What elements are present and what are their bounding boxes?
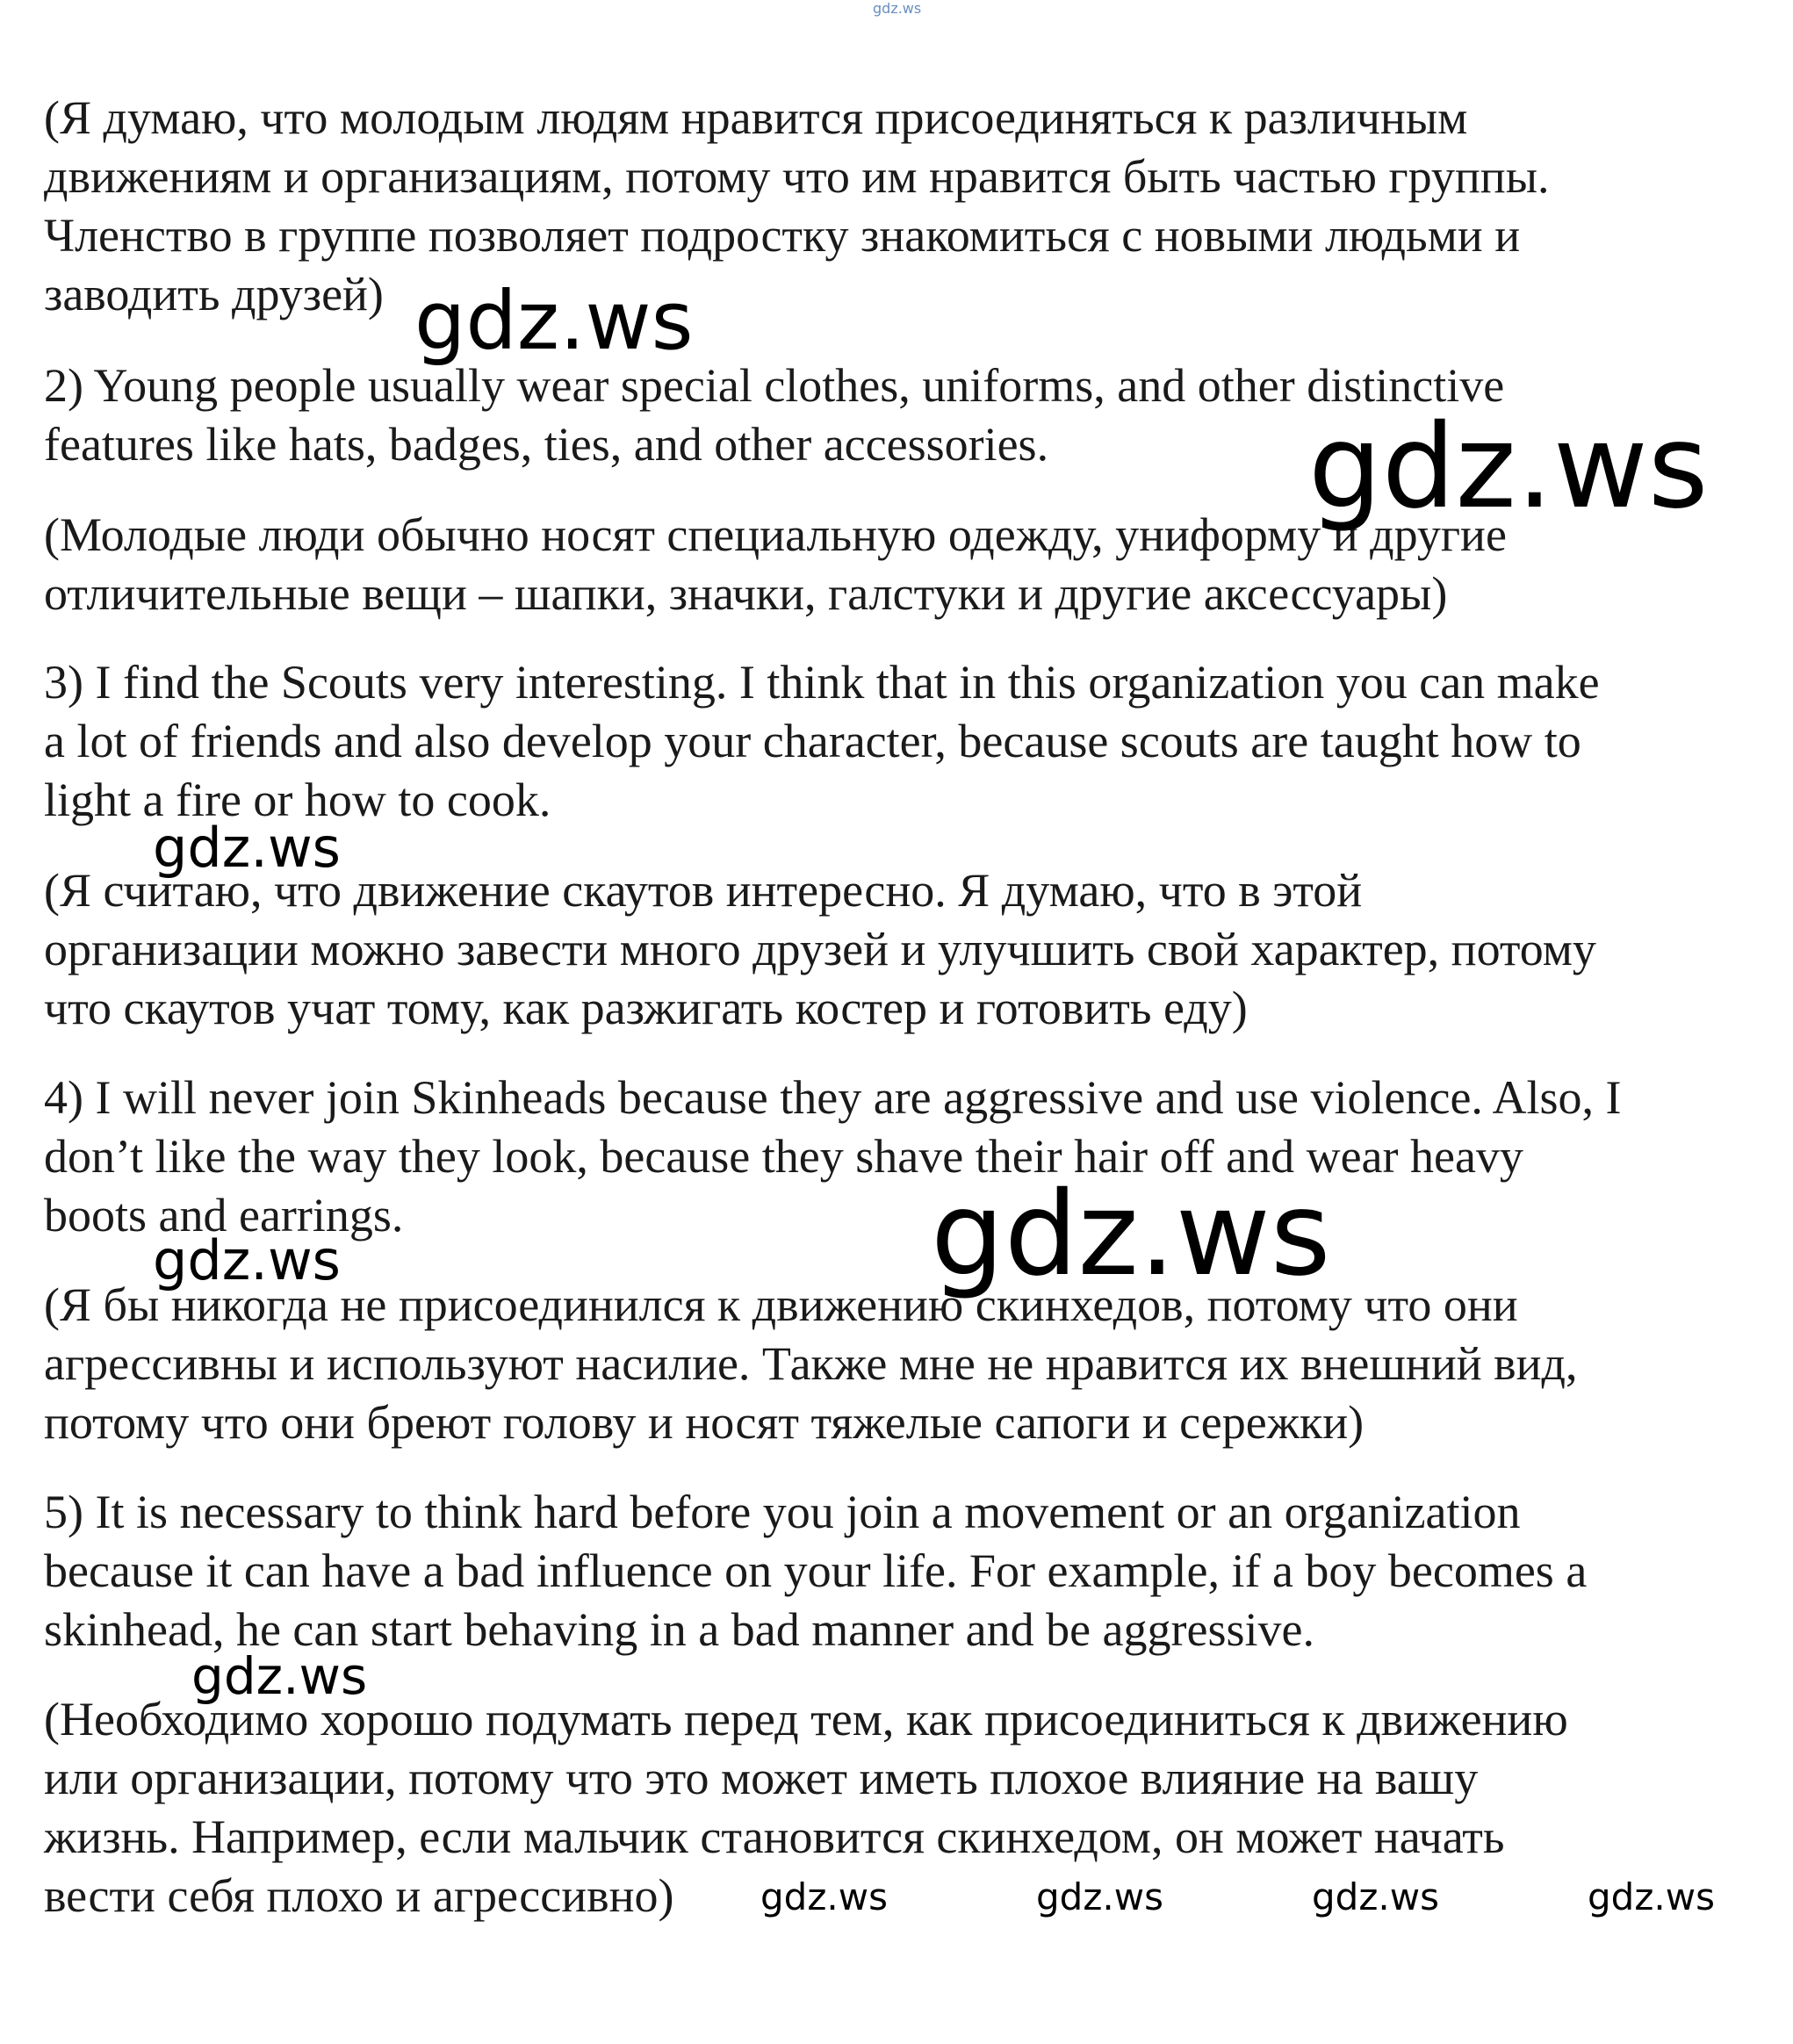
paragraph-4-ru-translation: (Я бы никогда не присоединился к движению скинхедов, потому что они агрессивны и используют насилие. Также мне не нравится их внешний вид, потому что они бреют голову и носят тяжелые сапоги и сережки): [44, 1278, 1578, 1449]
paragraph-2-ru-translation: (Молодые люди обычно носят специальную одежду, униформу и другие отличительные вещи – шапки, значки, галстуки и другие аксессуары): [44, 508, 1507, 620]
watermark-medium: gdz.ws: [191, 1646, 368, 1706]
paragraph-3-en: 3) I find the Scouts very interesting. I think that in this organization you can make a lot of friends and also develop your character, because scouts are taught how to light a fire or how to cook.: [44, 656, 1600, 826]
watermark-large: gdz.ws: [1308, 399, 1709, 535]
paragraph-3-ru-translation: (Я считаю, что движение скаутов интересно. Я думаю, что в этой организации можно завести много друзей и улучшить свой характер, потому что скаутов учат тому, как разжигать костер и готовить еду): [44, 864, 1596, 1034]
paragraph-5-ru-translation: (Необходимо хорошо подумать перед тем, как присоединиться к движению или организации, потому что это может иметь плохое влияние на вашу жизнь. Например, если мальчик становится скинхедом, он может начать вести себя плохо и агрессивно): [44, 1693, 1568, 1922]
watermark-large: gdz.ws: [931, 1167, 1331, 1302]
paragraph-4-en: 4) I will never join Skinheads because they are aggressive and use violence. Also, I don’t like the way they look, because they shave their hair off and wear heavy boots and earrings.: [44, 1071, 1622, 1242]
watermark-medium: gdz.ws: [153, 1228, 341, 1292]
watermark-small: gdz.ws: [1036, 1875, 1163, 1918]
watermark-top: gdz.ws: [873, 0, 922, 17]
watermark-large: gdz.ws: [414, 274, 694, 368]
paragraph-5-en: 5) It is necessary to think hard before you join a movement or an organization because it can have a bad influence on your life. For example, if a boy becomes a skinhead, he can start behaving in a bad manner and be aggressive.: [44, 1486, 1588, 1656]
watermark-small: gdz.ws: [760, 1875, 888, 1918]
watermark-medium: gdz.ws: [153, 816, 341, 880]
watermark-small: gdz.ws: [1312, 1875, 1439, 1918]
watermark-small: gdz.ws: [1588, 1875, 1715, 1918]
paragraph-1-ru-translation: (Я думаю, что молодым людям нравится присоединяться к различным движениям и организациям, потому что им нравится быть частью группы. Членство в группе позволяет подростку знакомиться с новыми людьми и заводить друзей): [44, 91, 1550, 320]
paragraph-2-en: 2) Young people usually wear special clothes, uniforms, and other distinctive features like hats, badges, ties, and other accessories.: [44, 359, 1505, 471]
